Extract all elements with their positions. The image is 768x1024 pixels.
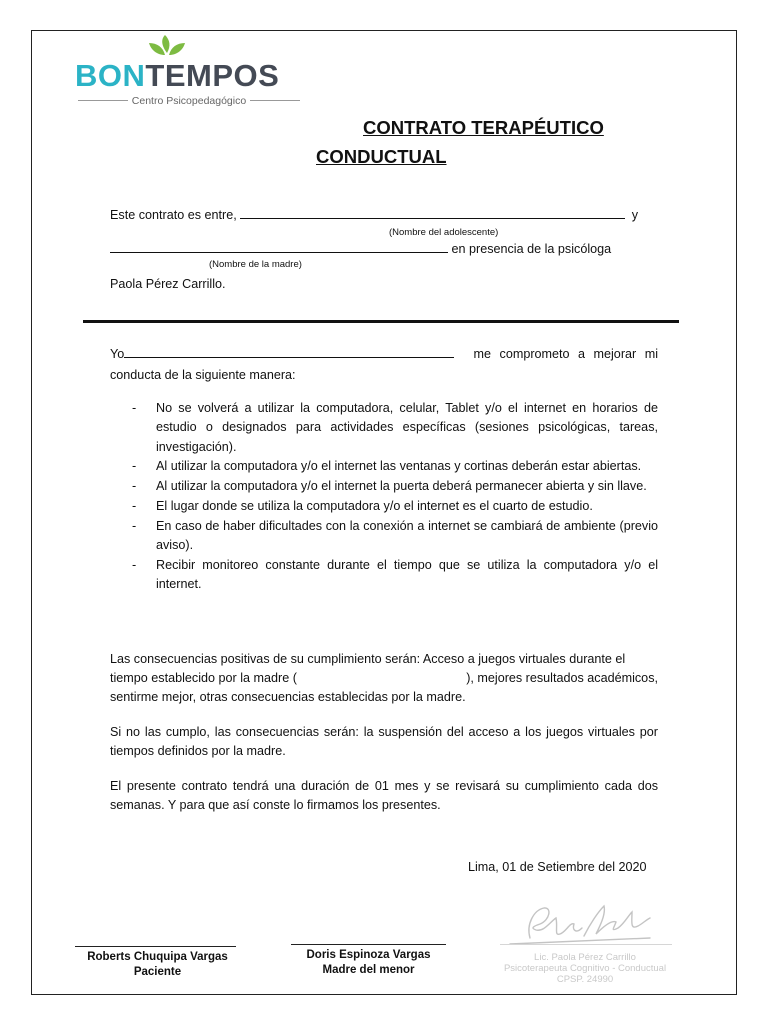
brand-subtitle: [78, 94, 300, 108]
adolescent-name-blank[interactable]: [240, 218, 625, 219]
mother-role: Madre del menor: [322, 964, 415, 976]
patient-role: Paciente: [133, 966, 182, 978]
positive-line2-a: tiempo establecido por la madre (: [110, 671, 297, 685]
list-item: [110, 497, 658, 516]
positive-line1: Las consecuencias positivas de su cumplimiento serán: Acceso a juegos virtuales durante el: [110, 652, 626, 666]
place-date: Lima, 01 de Setiembre del 2020: [468, 860, 647, 874]
presence-text: en presencia de la psicóloga: [451, 242, 612, 256]
list-dash: -: [132, 518, 137, 533]
list-dash: -: [132, 459, 137, 474]
parties-line2: [110, 240, 660, 259]
mother-caption: (Nombre de la madre): [209, 259, 302, 270]
rules-list: [110, 399, 658, 595]
negative-consequences: Si no las cumplo, las consecuencias serán: la suspensión del acceso a los juegos virtuales por tiempos definidos por la madre.: [110, 725, 658, 758]
psychologist-signature-line: [500, 944, 672, 945]
parties-and: y: [631, 208, 639, 222]
mother-signature-line: [291, 944, 446, 945]
list-dash: -: [132, 479, 137, 494]
parties-line1: [110, 206, 660, 225]
list-item: [110, 399, 658, 457]
brand-part-bon: BON: [75, 58, 146, 93]
list-item-text: Recibir monitoreo constante durante el tiempo que se utiliza la computadora y/o el internet.: [156, 557, 658, 592]
commitment-line2: conducta de la siguiente manera:: [110, 368, 296, 382]
adolescent-caption: (Nombre del adolescente): [389, 227, 499, 238]
psychologist-stamp-role: Psicoterapeuta Cognitivo - Conductual: [503, 963, 667, 974]
psychologist-stamp-id: CPSP. 24990: [556, 974, 614, 985]
positive-consequences: [110, 650, 658, 707]
list-item-text: Al utilizar la computadora y/o el internet las ventanas y cortinas deberán estar abiertas.: [156, 459, 642, 474]
commitment-prefix: Yo: [110, 347, 125, 361]
mother-signature-block: [286, 948, 451, 978]
brand-wordmark: [75, 58, 279, 94]
list-item: [110, 477, 658, 496]
brand-part-tempos: TEMPOS: [145, 58, 280, 93]
list-item-text: El lugar donde se utiliza la computadora y/o el internet es el cuarto de estudio.: [156, 498, 593, 513]
self-name-blank[interactable]: [124, 357, 454, 358]
patient-signature-line: [75, 946, 236, 947]
mother-name-blank[interactable]: [110, 252, 448, 253]
patient-name: Roberts Chuquipa Vargas: [87, 951, 228, 963]
brand-subtitle-text: Centro Psicopedagógico: [128, 95, 250, 107]
positive-line2: [110, 669, 658, 688]
commitment-line1: [110, 345, 658, 364]
document-title-line2: CONDUCTUAL: [316, 146, 447, 167]
list-dash: -: [132, 498, 137, 513]
positive-line2-b: ), mejores resultados académicos,: [466, 671, 658, 685]
psychologist-stamp: [490, 952, 680, 985]
list-item-text: En caso de haber dificultades con la conexión a internet se cambiará de ambiente (previo aviso).: [156, 518, 658, 553]
psychologist-name: Paola Pérez Carrillo.: [110, 277, 226, 291]
list-item-text: Al utilizar la computadora y/o el internet la puerta deberá permanecer abierta y sin llave.: [156, 479, 647, 494]
positive-line3: sentirme mejor, otras consecuencias establecidas por la madre.: [110, 690, 466, 704]
parties-prefix: Este contrato es entre,: [110, 208, 237, 222]
list-item: [110, 457, 658, 476]
psychologist-stamp-name: Lic. Paola Pérez Carrillo: [534, 952, 636, 963]
list-item-text: No se volverá a utilizar la computadora, celular, Tablet y/o el internet en horarios de estudio o designados para actividades específicas (sesiones psicológicas, tareas, investigación).: [156, 401, 658, 454]
patient-signature-block: [75, 950, 240, 980]
list-item: [110, 517, 658, 556]
list-dash: -: [132, 401, 137, 415]
section-divider: [83, 320, 679, 323]
document-title-line1: CONTRATO TERAPÉUTICO: [363, 117, 604, 138]
duration-paragraph: El presente contrato tendrá una duración de 01 mes y se revisará su cumplimiento cada dos semanas. Y para que así conste lo firmamos los presentes.: [110, 779, 658, 812]
list-item: [110, 556, 658, 595]
list-dash: -: [132, 557, 137, 572]
mother-name: Doris Espinoza Vargas: [306, 949, 431, 961]
handwritten-signature-icon: [500, 898, 660, 950]
commitment-suffix: me comprometo a mejorar mi: [473, 347, 658, 361]
